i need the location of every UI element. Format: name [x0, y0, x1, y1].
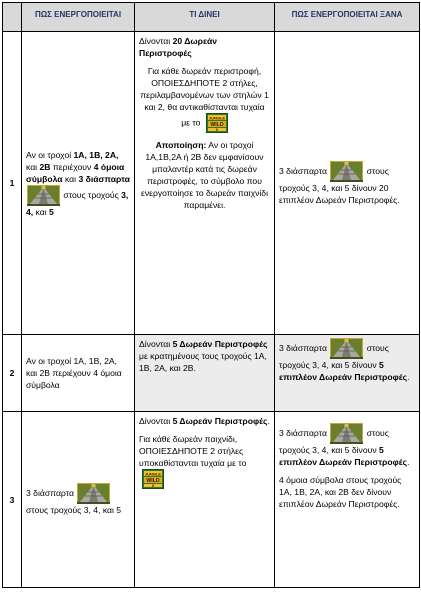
reactivate-cell-2: [275, 335, 420, 412]
pyramid-scatter-icon: [330, 338, 363, 359]
gives-title-3: Δίνονται 5 Δωρεάν Περιστροφές.: [139, 416, 270, 426]
table-row-1: [3, 32, 420, 335]
wild-logo-line2: WILD: [210, 122, 224, 129]
reactivate-text-3: 3 διάσπαρτα στους τροχούς 3, 4, και 5 δίνουν 5 επιπλέον Δωρεάν Περιστροφές.: [279, 423, 415, 468]
activate-cell-1: [22, 32, 135, 335]
reactivate-note-3: 4 όμοια σύμβολα στους τροχούς 1A, 1B, 2A, και 2B δεν δίνουν επιπλέον Δωρεάν Περιστροφές.: [279, 475, 402, 509]
gives-title-1: Δίνονται 20 Δωρεάν Περιστροφές: [139, 36, 218, 58]
gives-cell-3: [135, 412, 275, 588]
pyramid-scatter-icon: [330, 423, 363, 444]
gives-desc-3: Για κάθε δωρεάν παιχνίδι, ΟΠΟΙΕΣΔΗΠΟΤΕ 2 στήλες υποκαθίστανται τυχαία με το JUNGLE WILD II: [139, 434, 247, 488]
jungle-wild-ii-icon: [142, 469, 164, 489]
table-row-2: [3, 335, 420, 412]
row-index: 1: [3, 32, 22, 335]
gives-disclaimer-1: Αποποίηση: Αν οι τροχοί 1A,1B,2A ή 2B δεν εμφανίσουν μπαλαντέρ κατά τις δωρεάν περιστροφές, το σύμβολο που ενεργοποίησε το δωρεάν παιχνίδι παραμένει.: [140, 140, 268, 210]
gives-cell-1: [135, 32, 275, 335]
free-spins-rules-table: [2, 2, 420, 588]
reactivate-cell-1: [275, 32, 420, 335]
activate-text-2: Αν οι τροχοί 1A, 1B, 2A, και 2B περιέχουν 4 όμοια σύμβολα: [26, 356, 122, 390]
activate-text-3: 3 διάσπαρτα στους τροχούς 3, 4, και 5: [26, 483, 130, 516]
wild-logo-line2: WILD: [146, 478, 160, 485]
wild-logo-line3: II: [152, 483, 154, 488]
header-reactivate: ΠΩΣ ΕΝΕΡΓΟΠΟΙΕΙΤΑΙ ΞΑΝΑ: [275, 3, 420, 32]
table-row-3: [3, 412, 420, 588]
activate-cell-3: [22, 412, 135, 588]
gives-text-2: Δίνονται 5 Δωρεάν Περιστροφές με κρατημένους τους τροχούς 1A, 1B, 2A, και 2B.: [139, 339, 268, 373]
reactivate-cell-3: [275, 412, 420, 588]
row-index: 2: [3, 335, 22, 412]
jungle-wild-ii-icon: [206, 113, 228, 133]
wild-logo-line1: JUNGLE: [144, 471, 162, 477]
gives-desc-1: Για κάθε δωρεάν περιστροφή, ΟΠΟΙΕΣΔΗΠΟΤΕ 2 στήλες, περιλαμβανομένων των στηλών 1 και 2, θα αντικαθίστανται τυχαία με το JUNGLE WILD II: [140, 66, 269, 132]
wild-logo-line1: JUNGLE: [208, 115, 225, 121]
pyramid-scatter-icon: [77, 483, 110, 504]
wild-logo-line3: II: [215, 127, 218, 132]
header-gives: ΤΙ ΔΙΝΕΙ: [135, 3, 275, 32]
pyramid-scatter-icon: [330, 161, 363, 182]
reactivate-text-1: 3 διάσπαρτα στους τροχούς 3, 4, και 5 δίνουν 20 επιπλέον Δωρεάν Περιστροφές.: [279, 161, 415, 206]
header-row: [3, 3, 420, 32]
activate-cell-2: [22, 335, 135, 412]
gives-cell-2: [135, 335, 275, 412]
reactivate-text-2: 3 διάσπαρτα στους τροχούς 3, 4, και 5 δίνουν 5 επιπλέον Δωρεάν Περιστροφές.: [279, 338, 415, 383]
pyramid-scatter-icon: [27, 185, 60, 206]
header-activate: ΠΩΣ ΕΝΕΡΓΟΠΟΙΕΙΤΑΙ: [22, 3, 135, 32]
activate-text-1: Αν οι τροχοί 1A, 1B, 2A, και 2B περιέχουν 4 όμοια σύμβολα και 3 διάσπαρτα στους τροχούς 3, 4, και 5: [26, 149, 130, 217]
row-index: 3: [3, 412, 22, 588]
header-index: [3, 3, 22, 32]
